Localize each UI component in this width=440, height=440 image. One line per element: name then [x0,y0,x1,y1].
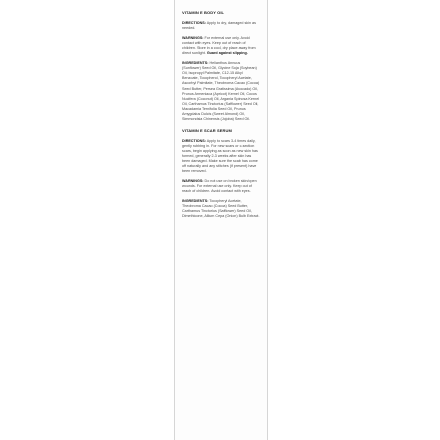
body-oil-title: VITAMIN E BODY OIL [182,10,225,15]
scar-serum-title: VITAMIN E SCAR SERUM [182,127,232,133]
ingredients-text: Helianthus Annuus (Sunflower) Seed Oil, Glycine Soja (Soybean) Oil, Isopropyl Palmitate, C12-15 Alkyl Benzoate, Tocopherol, Tocopheryl Acetate, Ascorbyl Palmitate, Theobroma Cacao (Cocoa) Seed Butter, Persea Gratissima (Avocado) Oil, Prunus Armeniaca (Apricot) Kernel Oil, Cocos Nucifera (Coconut) Oil, Argania Spinosa Kernel Oil, Carthamus Tinctorius (Safflower) Seed Oil, Macadamia Ternifolia Seed Oil, Prunus Amygdalus Dulcis (Sweet Almond) Oil, Simmondsia Chinensis (Jojoba) Seed Oil. [182,61,260,121]
directions-text: Apply to dry, damaged skin as needed. [182,21,256,31]
scar-serum-warnings [182,179,260,194]
warnings-text: For external use only. Avoid contact with eyes. Keep out of reach of children. Store in a cool, dry place away from direct sunlight. [182,36,256,56]
directions-label: DIRECTIONS: [182,21,206,25]
body-oil-section [182,10,260,122]
warnings-label: WARNINGS: [182,36,204,41]
scar-serum-directions [182,139,260,174]
body-oil-ingredients [182,61,260,122]
warnings-text: Do not use on broken skin/open wounds. For external use only. Keep out of reach of children. Avoid contact with eyes. [182,179,257,194]
warnings-label: WARNINGS: [182,179,204,184]
body-oil-directions [182,21,260,31]
product-info-column [182,10,260,225]
ingredients-text: Tocopheryl Acetate, Theobroma Cacao (Cocoa) Seed Butter, Carthamus Tinctorius (Safflower) Seed Oil, Dimethicone, Allium Cepa (Onion) Bulb Extract. [182,199,260,219]
body-oil-warnings [182,36,260,56]
scar-serum-section [182,128,260,220]
warnings-emphasis: Guard against slipping. [206,51,248,56]
directions-text: Apply to scars 3-4 times daily, gently rubbing in. For new scars or c-section scars, begin applying as soon as new skin has formed, generally 2-3 weeks after skin has been damaged. Make sure the scab has come off naturally and any stitches (if present) have been removed. [182,138,258,174]
ingredients-label: INGREDIENTS: [182,199,209,204]
directions-label: DIRECTIONS: [182,138,206,143]
scar-serum-ingredients [182,199,260,219]
ingredients-label: INGREDIENTS: [182,61,209,66]
